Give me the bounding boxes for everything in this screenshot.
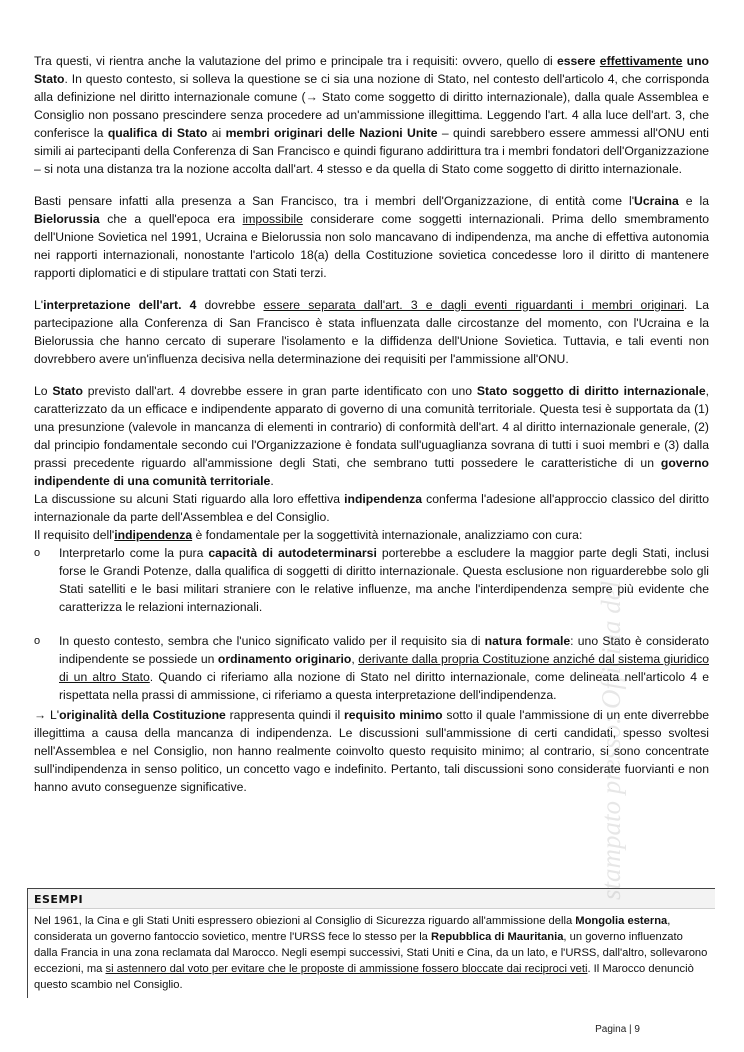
- text: Il requisito dell': [34, 528, 115, 542]
- bold-text: originalità della Costituzione: [59, 708, 226, 722]
- watermark: stampato presso: Officina del: [596, 580, 626, 900]
- bold-text: Stato: [52, 384, 83, 398]
- underlined-text: impossibile: [242, 212, 303, 226]
- bold-text: capacità di autodeterminarsi: [208, 546, 377, 560]
- text: . Quando ci riferiamo alla nozione di Stato nel diritto internazionale, come delineata nell'articolo 4 e rispettata nella prassi di ammissione, ci riferiamo a questa interpretazione dell'indipendenza.: [59, 670, 709, 702]
- text: Basti pensare infatti alla presenza a San Francisco, tra i membri dell'Organizzazione, di entità come l': [34, 194, 635, 208]
- text: , considerata un governo fantoccio sovietico, mentre l'URSS fece lo stesso per la: [34, 915, 671, 943]
- text: Tra questi, vi rientra anche la valutazione del primo e principale tra i requisiti: ovvero, quello di: [34, 54, 557, 68]
- bullet-list: [34, 544, 709, 704]
- text: . La partecipazione alla Conferenza di San Francisco è stata influenzata dalle circostanze del momento, con l'Ucraina e la Bielorussia che hanno cercato di superare l'isolamento e la diffidenza dell'Unione Sovietica. Tuttavia, e tali eventi non dovrebbero avere un'influenza decisiva nella determinazione dei requisiti per l'ammissione all'ONU.: [34, 298, 709, 366]
- bold-text: Ucraina: [634, 194, 679, 208]
- bold-text: natura formale: [484, 634, 571, 648]
- text: Interpretarlo come la pura: [59, 546, 209, 560]
- text: conferma l'adesione all'approccio classico del diritto internazionale da parte dell'Assemblea e del Consiglio.: [34, 492, 709, 524]
- underlined-text: si astennero dal voto per evitare che le proposte di ammissione fossero bloccate dai reciproci veti: [105, 963, 588, 975]
- paragraph-6: [34, 706, 709, 796]
- text: ai: [207, 126, 226, 140]
- bold-underlined-text: effettivamente: [599, 54, 683, 68]
- text: – quindi sarebbero essere ammessi all'ONU enti simili ai partecipanti della Conferenza di San Francisco e quindi figurano addirittura tra i membri fondatori dell'Organizzazione – si nota una distanza tra la nozione accolta dall'art. 4 stesso e da quella di Stato come soggetto di diritto internazionale.: [34, 126, 710, 176]
- examples-text: [28, 909, 715, 993]
- text: . In questo contesto, si solleva la questione se ci sia una nozione di Stato, nel contesto dell'articolo 4, che corrisponda alla definizione nel diritto internazionale comune (→ Stato come soggetto di diritto internazionale), dalla quale Assemblea e Consiglio non possano prescindere senza procedere ad un'ammissione illegittima. Leggendo l'art. 4 alla luce dell'art. 3, che conferisce la: [34, 72, 709, 140]
- text: , caratterizzato da un efficace e indipendente apparato di governo di una comunità territoriale. Questa tesi è supportata da (1) una presunzione (valevole in mancanza di elementi in contrario) di conformità dell'art. 4 al diritto internazionale generale, (2) dal principio fondamentale secondo cui l'Organizzazione è fondata sull'uguaglianza sovrana di tutti i suoi membri e (3) dalla prassi precedente riguardo all'ammissione degli Stati, che sembrano tutti possedere le caratteristiche di un: [34, 384, 709, 470]
- text: , un governo influenzato dalla Francia in una zona reclamata dal Marocco. Negli esempi successivi, Stati Uniti e Cina, da un lato, e l'URSS, dall'altro, sollevarono eccezioni, ma: [34, 931, 708, 975]
- text: previsto dall'art. 4 dovrebbe essere in gran parte identificato con uno: [82, 384, 477, 398]
- bold-text: essere: [556, 54, 596, 68]
- text: sotto il quale l'ammissione di un ente diverrebbe illegittima a causa della mancanza di indipendenza. Le discussioni sull'ammissione di certi candidati, spesso svoltesi nell'Assemblea e nel Consiglio, non hanno realmente coinvolto questo requisito minimo; al contrario, si sono concentrate sull'indipendenza in senso politico, un concetto vago e indefinito. Pertanto, tali discussioni sono considerate fuorvianti e non hanno avuto conseguenze significative.: [34, 708, 709, 794]
- examples-title: ESEMPI: [28, 889, 715, 909]
- text: La discussione su alcuni Stati riguardo alla loro effettiva: [34, 492, 345, 506]
- paragraph-4: [34, 382, 709, 526]
- text: . Il Marocco denunciò questo scambio nel Consiglio.: [34, 963, 694, 991]
- text: dovrebbe: [196, 298, 264, 312]
- bold-text: uno Stato: [34, 54, 709, 86]
- bold-text: membri originari delle Nazioni Unite: [225, 126, 438, 140]
- paragraph-2: [34, 192, 709, 282]
- paragraph-1: [34, 52, 709, 178]
- document-body: [34, 52, 709, 796]
- bold-text: indipendenza: [344, 492, 423, 506]
- text: L': [34, 298, 44, 312]
- bold-underlined-text: indipendenza: [114, 528, 193, 542]
- text: In questo contesto, sembra che l'unico significato valido per il requisito sia di: [59, 634, 485, 648]
- paragraph-3: [34, 296, 709, 368]
- text: Lo: [34, 384, 53, 398]
- page-number: Pagina | 9: [595, 1024, 640, 1035]
- bold-text: governo indipendente di una comunità territoriale: [34, 456, 709, 488]
- underlined-text: essere separata dall'art. 3 e dagli eventi riguardanti i membri originari: [263, 298, 684, 312]
- text: Nel 1961, la Cina e gli Stati Uniti espressero obiezioni al Consiglio di Sicurezza riguardo all'ammissione della: [34, 915, 576, 927]
- text: ,: [351, 652, 359, 666]
- bold-text: ordinamento originario: [217, 652, 352, 666]
- bold-text: qualifica di Stato: [107, 126, 208, 140]
- text: che a quell'epoca era: [99, 212, 243, 226]
- text: porterebbe a escludere la maggior parte degli Stati, inclusi forse le Grandi Potenze, dalla qualifica di soggetti di diritto internazionale. Questa esclusione non riguarderebbe solo gli Stati satelliti e le basi militari straniere con le relative influenze, ma anche l'interdipendenza sempre più evidente che caratterizza le relazioni internazionali.: [59, 546, 710, 614]
- text: → L': [34, 708, 60, 722]
- text: .: [270, 474, 274, 488]
- bold-text: interpretazione dell'art. 4: [43, 298, 197, 312]
- list-item: [34, 544, 709, 616]
- list-item: [34, 632, 709, 704]
- examples-box: [27, 888, 715, 998]
- paragraph-5: [34, 526, 709, 544]
- text: rappresenta quindi il: [225, 708, 344, 722]
- bullet-circle-icon: o: [34, 635, 41, 647]
- bold-text: requisito minimo: [343, 708, 443, 722]
- bold-text: Stato soggetto di diritto internazionale: [476, 384, 706, 398]
- text: considerare come soggetti internazionali. Prima dello smembramento dell'Unione Sovietica nel 1991, Ucraina e Bielorussia non solo mancavano di indipendenza, ma anche di effettiva autonomia nei rapporti internazionali, nonostante l'articolo 18(a) della Costituzione sovietica concedesse loro il diritto di mantenere rapporti diplomatici e di stipulare trattati con Stati terzi.: [34, 212, 709, 280]
- text: è fondamentale per la soggettività internazionale, analizziamo con cura:: [192, 528, 583, 542]
- text: e la: [678, 194, 709, 208]
- bold-text: Mongolia esterna: [575, 915, 668, 927]
- text: : uno Stato è considerato indipendente se possiede un: [59, 634, 709, 666]
- bullet-circle-icon: o: [34, 547, 41, 559]
- bold-text: Bielorussia: [34, 212, 100, 226]
- bold-text: Repubblica di Mauritania: [431, 931, 564, 943]
- underlined-text: derivante dalla propria Costituzione anziché dal sistema giuridico di un altro Stato: [59, 652, 709, 684]
